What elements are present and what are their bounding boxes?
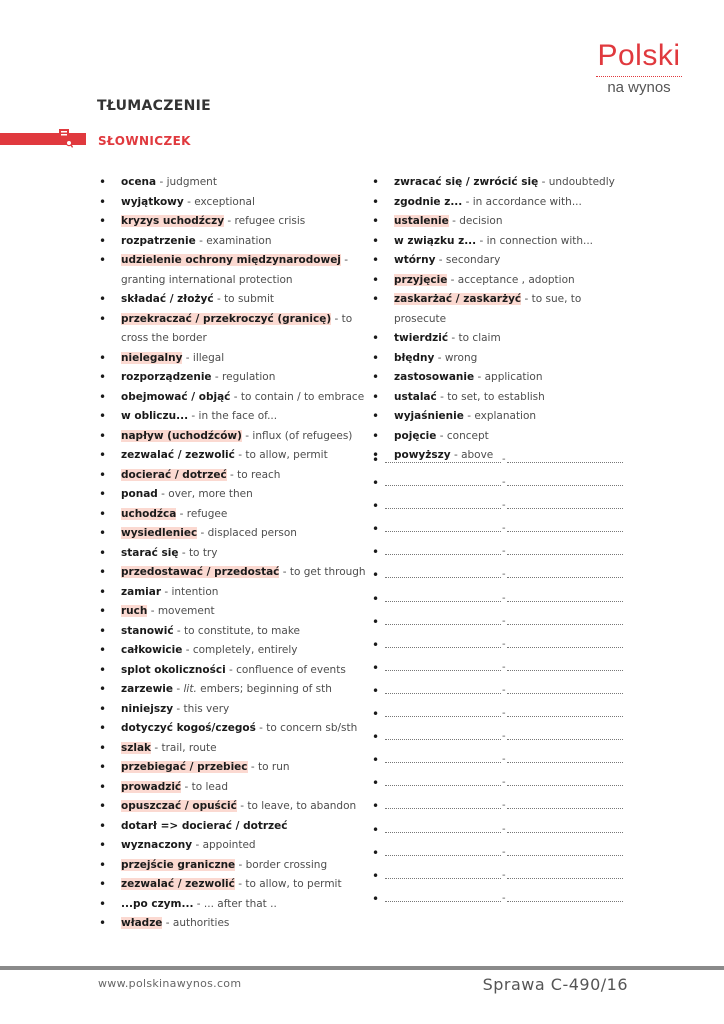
- vocab-term: pojęcie: [394, 429, 437, 442]
- vocab-term: wyjątkowy: [121, 195, 184, 208]
- vocab-term: ponad: [121, 488, 158, 500]
- blank-entry: [370, 497, 630, 520]
- vocab-item: [97, 602, 367, 622]
- vocab-definition: - exceptional: [187, 195, 255, 208]
- vocab-item: [97, 563, 367, 583]
- vocab-term: wysiedleniec: [121, 527, 198, 539]
- vocab-term: zaskarżać / zaskarżyć: [394, 293, 522, 305]
- vocab-definition: - over, more then: [161, 488, 253, 500]
- vocab-definition: - to run: [250, 761, 290, 773]
- vocab-term: uchodźca: [121, 507, 177, 520]
- vocab-definition: - refugee: [179, 507, 228, 520]
- blank-entry: [370, 867, 630, 890]
- blank-entry: [370, 774, 630, 797]
- vocab-item: [97, 797, 367, 817]
- blank-term-line: [385, 832, 501, 833]
- vocab-term: napływ (uchodźców): [121, 429, 242, 442]
- vocab-term: ustalenie: [394, 215, 449, 227]
- blank-definition-line: [507, 485, 623, 486]
- vocab-item: [97, 739, 367, 759]
- blank-separator: • -: [502, 869, 506, 881]
- vocab-item: [97, 485, 367, 505]
- vocab-definition: - to cross the border: [121, 312, 353, 344]
- vocab-item: [97, 856, 367, 876]
- blank-definition-line: [507, 601, 623, 602]
- vocab-definition: - judgment: [159, 176, 217, 188]
- blank-entry: [370, 751, 630, 774]
- vocab-term: twierdzić: [394, 332, 449, 344]
- vocab-term: ...po czym...: [121, 897, 194, 910]
- blank-entry: [370, 451, 630, 474]
- blank-separator: • -: [502, 477, 506, 489]
- blank-entry: [370, 613, 630, 636]
- vocab-term: rozporządzenie: [121, 371, 212, 383]
- vocab-definition: - trail, route: [154, 741, 217, 754]
- vocab-term: powyższy: [394, 449, 451, 461]
- blank-term-line: [385, 785, 501, 786]
- vocab-definition: - regulation: [214, 371, 276, 383]
- vocab-term: ruch: [121, 605, 148, 617]
- vocab-list-right: [370, 173, 630, 466]
- vocab-item: [97, 173, 367, 193]
- vocab-term: wyznaczony: [121, 839, 193, 851]
- vocab-definition: - wrong: [437, 351, 478, 364]
- vocab-definition: - examination: [199, 234, 272, 247]
- blank-entry: [370, 636, 630, 659]
- vocab-item: [97, 875, 367, 895]
- blank-separator: • -: [502, 569, 506, 581]
- vocab-term: przebiegać / przebiec: [121, 761, 248, 773]
- vocab-item: [97, 836, 367, 856]
- blank-separator: • -: [502, 546, 506, 558]
- vocab-item: [97, 524, 367, 544]
- blank-term-line: [385, 601, 501, 602]
- vocab-term: rozpatrzenie: [121, 234, 196, 247]
- vocab-term: kryzys uchodźczy: [121, 215, 225, 227]
- blank-term-line: [385, 716, 501, 717]
- vocab-definition: - intention: [164, 585, 219, 598]
- vocab-definition: - in the face of...: [191, 410, 278, 422]
- vocab-definition: - movement: [150, 605, 215, 617]
- vocab-definition: - ... after that ..: [196, 897, 277, 910]
- vocab-term: błędny: [394, 351, 435, 364]
- vocab-term: dotyczyć kogoś/czegoś: [121, 722, 256, 734]
- vocab-item: [97, 388, 367, 408]
- vocab-term: dotarł => docierać / dotrzeć: [121, 819, 288, 832]
- vocab-item: [97, 368, 367, 388]
- vocab-term: udzielenie ochrony międzynarodowej: [121, 254, 341, 266]
- vocab-term: stanowić: [121, 624, 174, 637]
- vocab-item: [97, 193, 367, 213]
- vocab-definition: - to claim: [451, 332, 501, 344]
- blank-definition-line: [507, 531, 623, 532]
- vocab-definition: - refugee crisis: [227, 215, 306, 227]
- vocab-definition: - illegal: [185, 351, 225, 364]
- blank-separator: • -: [502, 592, 506, 604]
- vocab-item: [97, 641, 367, 661]
- vocab-item: [97, 544, 367, 564]
- vocab-item: [97, 583, 367, 603]
- vocab-item: [97, 310, 367, 349]
- blank-separator: • -: [502, 661, 506, 673]
- vocab-definition: - application: [477, 371, 543, 383]
- vocab-term: zezwalać / zezwolić: [121, 449, 235, 461]
- blank-separator: • -: [502, 731, 506, 743]
- vocab-item: [97, 466, 367, 486]
- vocab-definition: - explanation: [467, 410, 537, 422]
- vocab-term: opuszczać / opuścić: [121, 800, 237, 812]
- section-accent-bar: [0, 133, 86, 145]
- vocab-definition: - above: [453, 449, 494, 461]
- blank-term-line: [385, 554, 501, 555]
- blank-term-line: [385, 878, 501, 879]
- blank-term-line: [385, 855, 501, 856]
- blank-entry: [370, 520, 630, 543]
- blank-entry: [370, 821, 630, 844]
- vocab-item: [97, 290, 367, 310]
- blank-definition-line: [507, 739, 623, 740]
- blank-entry: [370, 659, 630, 682]
- blank-definition-line: [507, 808, 623, 809]
- blank-definition-line: [507, 624, 623, 625]
- blank-entry: [370, 590, 630, 613]
- blank-entry: [370, 474, 630, 497]
- blank-separator: • -: [502, 638, 506, 650]
- blank-definition-line: [507, 577, 623, 578]
- blank-definition-line: [507, 785, 623, 786]
- blank-term-line: [385, 508, 501, 509]
- blank-separator: • -: [502, 777, 506, 789]
- footer-divider: [0, 966, 724, 970]
- vocab-term: wyjaśnienie: [394, 410, 464, 422]
- vocab-definition: - border crossing: [238, 858, 328, 871]
- vocab-item: [97, 251, 367, 290]
- vocab-term: niniejszy: [121, 702, 174, 715]
- vocab-item: [97, 758, 367, 778]
- vocab-definition: - completely, entirely: [185, 644, 298, 656]
- vocab-definition: - decision: [452, 215, 503, 227]
- blank-definition-line: [507, 554, 623, 555]
- blank-definition-line: [507, 832, 623, 833]
- blank-definition-line: [507, 716, 623, 717]
- blank-separator: • -: [502, 846, 506, 858]
- vocab-item: [97, 212, 367, 232]
- blank-term-line: [385, 739, 501, 740]
- vocab-term: przekraczać / przekroczyć (granicę): [121, 312, 332, 325]
- vocab-item: [97, 446, 367, 466]
- vocab-term: zarzewie: [121, 683, 174, 695]
- vocab-item: [370, 290, 630, 329]
- blank-definition-line: [507, 462, 623, 463]
- vocab-item: [97, 817, 367, 837]
- blank-entry: [370, 844, 630, 867]
- blank-entry: [370, 797, 630, 820]
- vocab-item: [370, 329, 630, 349]
- vocab-definition: - to sue, to prosecute: [394, 293, 582, 325]
- vocab-term: przedostawać / przedostać: [121, 566, 280, 578]
- blank-term-line: [385, 670, 501, 671]
- vocab-definition: - confluence of events: [229, 663, 346, 676]
- vocab-definition: - lit. embers; beginning of sth: [176, 683, 332, 695]
- blank-term-line: [385, 808, 501, 809]
- blank-definition-line: [507, 855, 623, 856]
- vocab-definition: - to contain / to embrace: [233, 390, 365, 403]
- vocab-definition: - to submit: [216, 293, 274, 305]
- blank-entry: [370, 705, 630, 728]
- vocab-item: [97, 778, 367, 798]
- vocab-term: docierać / dotrzeć: [121, 468, 227, 481]
- blank-separator: • -: [502, 523, 506, 535]
- blank-separator: • -: [502, 800, 506, 812]
- vocab-definition: - to leave, to abandon: [240, 800, 357, 812]
- vocab-definition: - to allow, to permit: [238, 878, 342, 890]
- vocab-item: [97, 914, 367, 934]
- vocab-item: [370, 349, 630, 369]
- vocab-definition: - appointed: [195, 839, 256, 851]
- vocab-item: [97, 427, 367, 447]
- vocab-definition: - to concern sb/sth: [259, 722, 358, 734]
- vocab-definition: - in accordance with...: [465, 195, 582, 208]
- vocab-item: [97, 700, 367, 720]
- vocab-definition: - authorities: [165, 917, 230, 929]
- vocab-item: [97, 349, 367, 369]
- blank-term-line: [385, 693, 501, 694]
- vocab-item: [370, 251, 630, 271]
- blank-separator: • -: [502, 754, 506, 766]
- blank-term-line: [385, 901, 501, 902]
- vocab-definition: - secondary: [438, 254, 501, 266]
- vocab-definition: - to try: [181, 546, 218, 559]
- vocab-item: [97, 680, 367, 700]
- logo: [594, 40, 684, 97]
- vocab-definition: - to constitute, to make: [176, 624, 301, 637]
- vocab-term: zgodnie z...: [394, 195, 463, 208]
- vocab-definition: - granting international protection: [121, 254, 349, 286]
- page-title: TŁUMACZENIE: [97, 98, 211, 114]
- vocab-term: w obliczu...: [121, 410, 189, 422]
- vocab-term: przyjęcie: [394, 273, 448, 286]
- logo-subtitle: na wynos: [607, 79, 671, 96]
- blank-definition-line: [507, 647, 623, 648]
- vocab-term: zwracać się / zwrócić się: [394, 176, 539, 188]
- blank-definition-line: [507, 508, 623, 509]
- vocab-term: splot okoliczności: [121, 663, 226, 676]
- vocab-item: [97, 505, 367, 525]
- vocab-item: [370, 212, 630, 232]
- vocab-item: [370, 368, 630, 388]
- blank-separator: • -: [502, 454, 506, 465]
- blank-term-line: [385, 624, 501, 625]
- vocab-definition: - to get through: [282, 566, 366, 578]
- vocab-definition: - acceptance , adoption: [450, 273, 575, 286]
- blank-separator: • -: [502, 892, 506, 904]
- vocab-term: starać się: [121, 546, 179, 559]
- blank-separator: • -: [502, 615, 506, 627]
- section-title: SŁOWNICZEK: [98, 134, 191, 148]
- blank-entry: [370, 682, 630, 705]
- footer-url: www.polskinawynos.com: [98, 977, 242, 990]
- vocab-item: [370, 407, 630, 427]
- vocab-term: zastosowanie: [394, 371, 475, 383]
- blank-separator: • -: [502, 823, 506, 835]
- vocab-term: zamiar: [121, 585, 162, 598]
- vocab-term: nielegalny: [121, 351, 183, 364]
- blank-separator: • -: [502, 708, 506, 720]
- blank-separator: • -: [502, 500, 506, 512]
- vocab-definition: - to lead: [184, 780, 228, 793]
- blank-term-line: [385, 647, 501, 648]
- vocab-item: [97, 895, 367, 915]
- vocab-definition: - to reach: [230, 468, 281, 481]
- vocab-item: [97, 232, 367, 252]
- vocab-definition: - this very: [176, 702, 230, 715]
- logo-brand: Polski: [597, 39, 681, 72]
- blank-definition-line: [507, 670, 623, 671]
- glossary-book-icon: [59, 129, 73, 148]
- blank-lines-list: [370, 451, 630, 913]
- vocab-term: obejmować / objąć: [121, 390, 231, 403]
- blank-definition-line: [507, 901, 623, 902]
- vocab-item: [370, 232, 630, 252]
- blank-term-line: [385, 485, 501, 486]
- blank-definition-line: [507, 762, 623, 763]
- blank-definition-line: [507, 878, 623, 879]
- vocab-term: w związku z...: [394, 234, 477, 247]
- vocab-item: [97, 661, 367, 681]
- vocab-item: [370, 271, 630, 291]
- vocab-item: [370, 427, 630, 447]
- footer-case-number: Sprawa C-490/16: [482, 975, 628, 994]
- vocab-item: [97, 622, 367, 642]
- blank-definition-line: [507, 693, 623, 694]
- vocab-definition: - in connection with...: [479, 234, 594, 247]
- blank-entry: [370, 728, 630, 751]
- vocab-definition: - displaced person: [200, 527, 297, 539]
- vocab-term: szlak: [121, 741, 152, 754]
- vocab-item: [97, 407, 367, 427]
- vocab-term: całkowicie: [121, 644, 183, 656]
- vocab-list-left: [97, 173, 367, 934]
- vocab-item: [370, 193, 630, 213]
- blank-entry: [370, 566, 630, 589]
- vocab-term: składać / złożyć: [121, 293, 214, 305]
- vocab-term: ocena: [121, 176, 157, 188]
- vocab-definition: - influx (of refugees): [245, 429, 353, 442]
- blank-term-line: [385, 462, 501, 463]
- logo-divider: [596, 76, 682, 77]
- vocab-definition: - undoubtedly: [541, 176, 615, 188]
- blank-entry: [370, 890, 630, 913]
- blank-term-line: [385, 577, 501, 578]
- vocab-definition: - to set, to establish: [440, 390, 545, 403]
- vocab-term: prowadzić: [121, 780, 182, 793]
- vocab-definition: - to allow, permit: [238, 449, 328, 461]
- vocab-item: [370, 388, 630, 408]
- blank-separator: • -: [502, 684, 506, 696]
- blank-entry: [370, 543, 630, 566]
- vocab-term: ustalać: [394, 390, 437, 403]
- vocab-term: przejście graniczne: [121, 858, 236, 871]
- vocab-term: zezwalać / zezwolić: [121, 878, 235, 890]
- vocab-item: [97, 719, 367, 739]
- vocab-item: [370, 173, 630, 193]
- blank-term-line: [385, 762, 501, 763]
- blank-term-line: [385, 531, 501, 532]
- vocab-definition: - concept: [439, 429, 489, 442]
- vocab-term: wtórny: [394, 254, 436, 266]
- vocab-term: władze: [121, 917, 163, 929]
